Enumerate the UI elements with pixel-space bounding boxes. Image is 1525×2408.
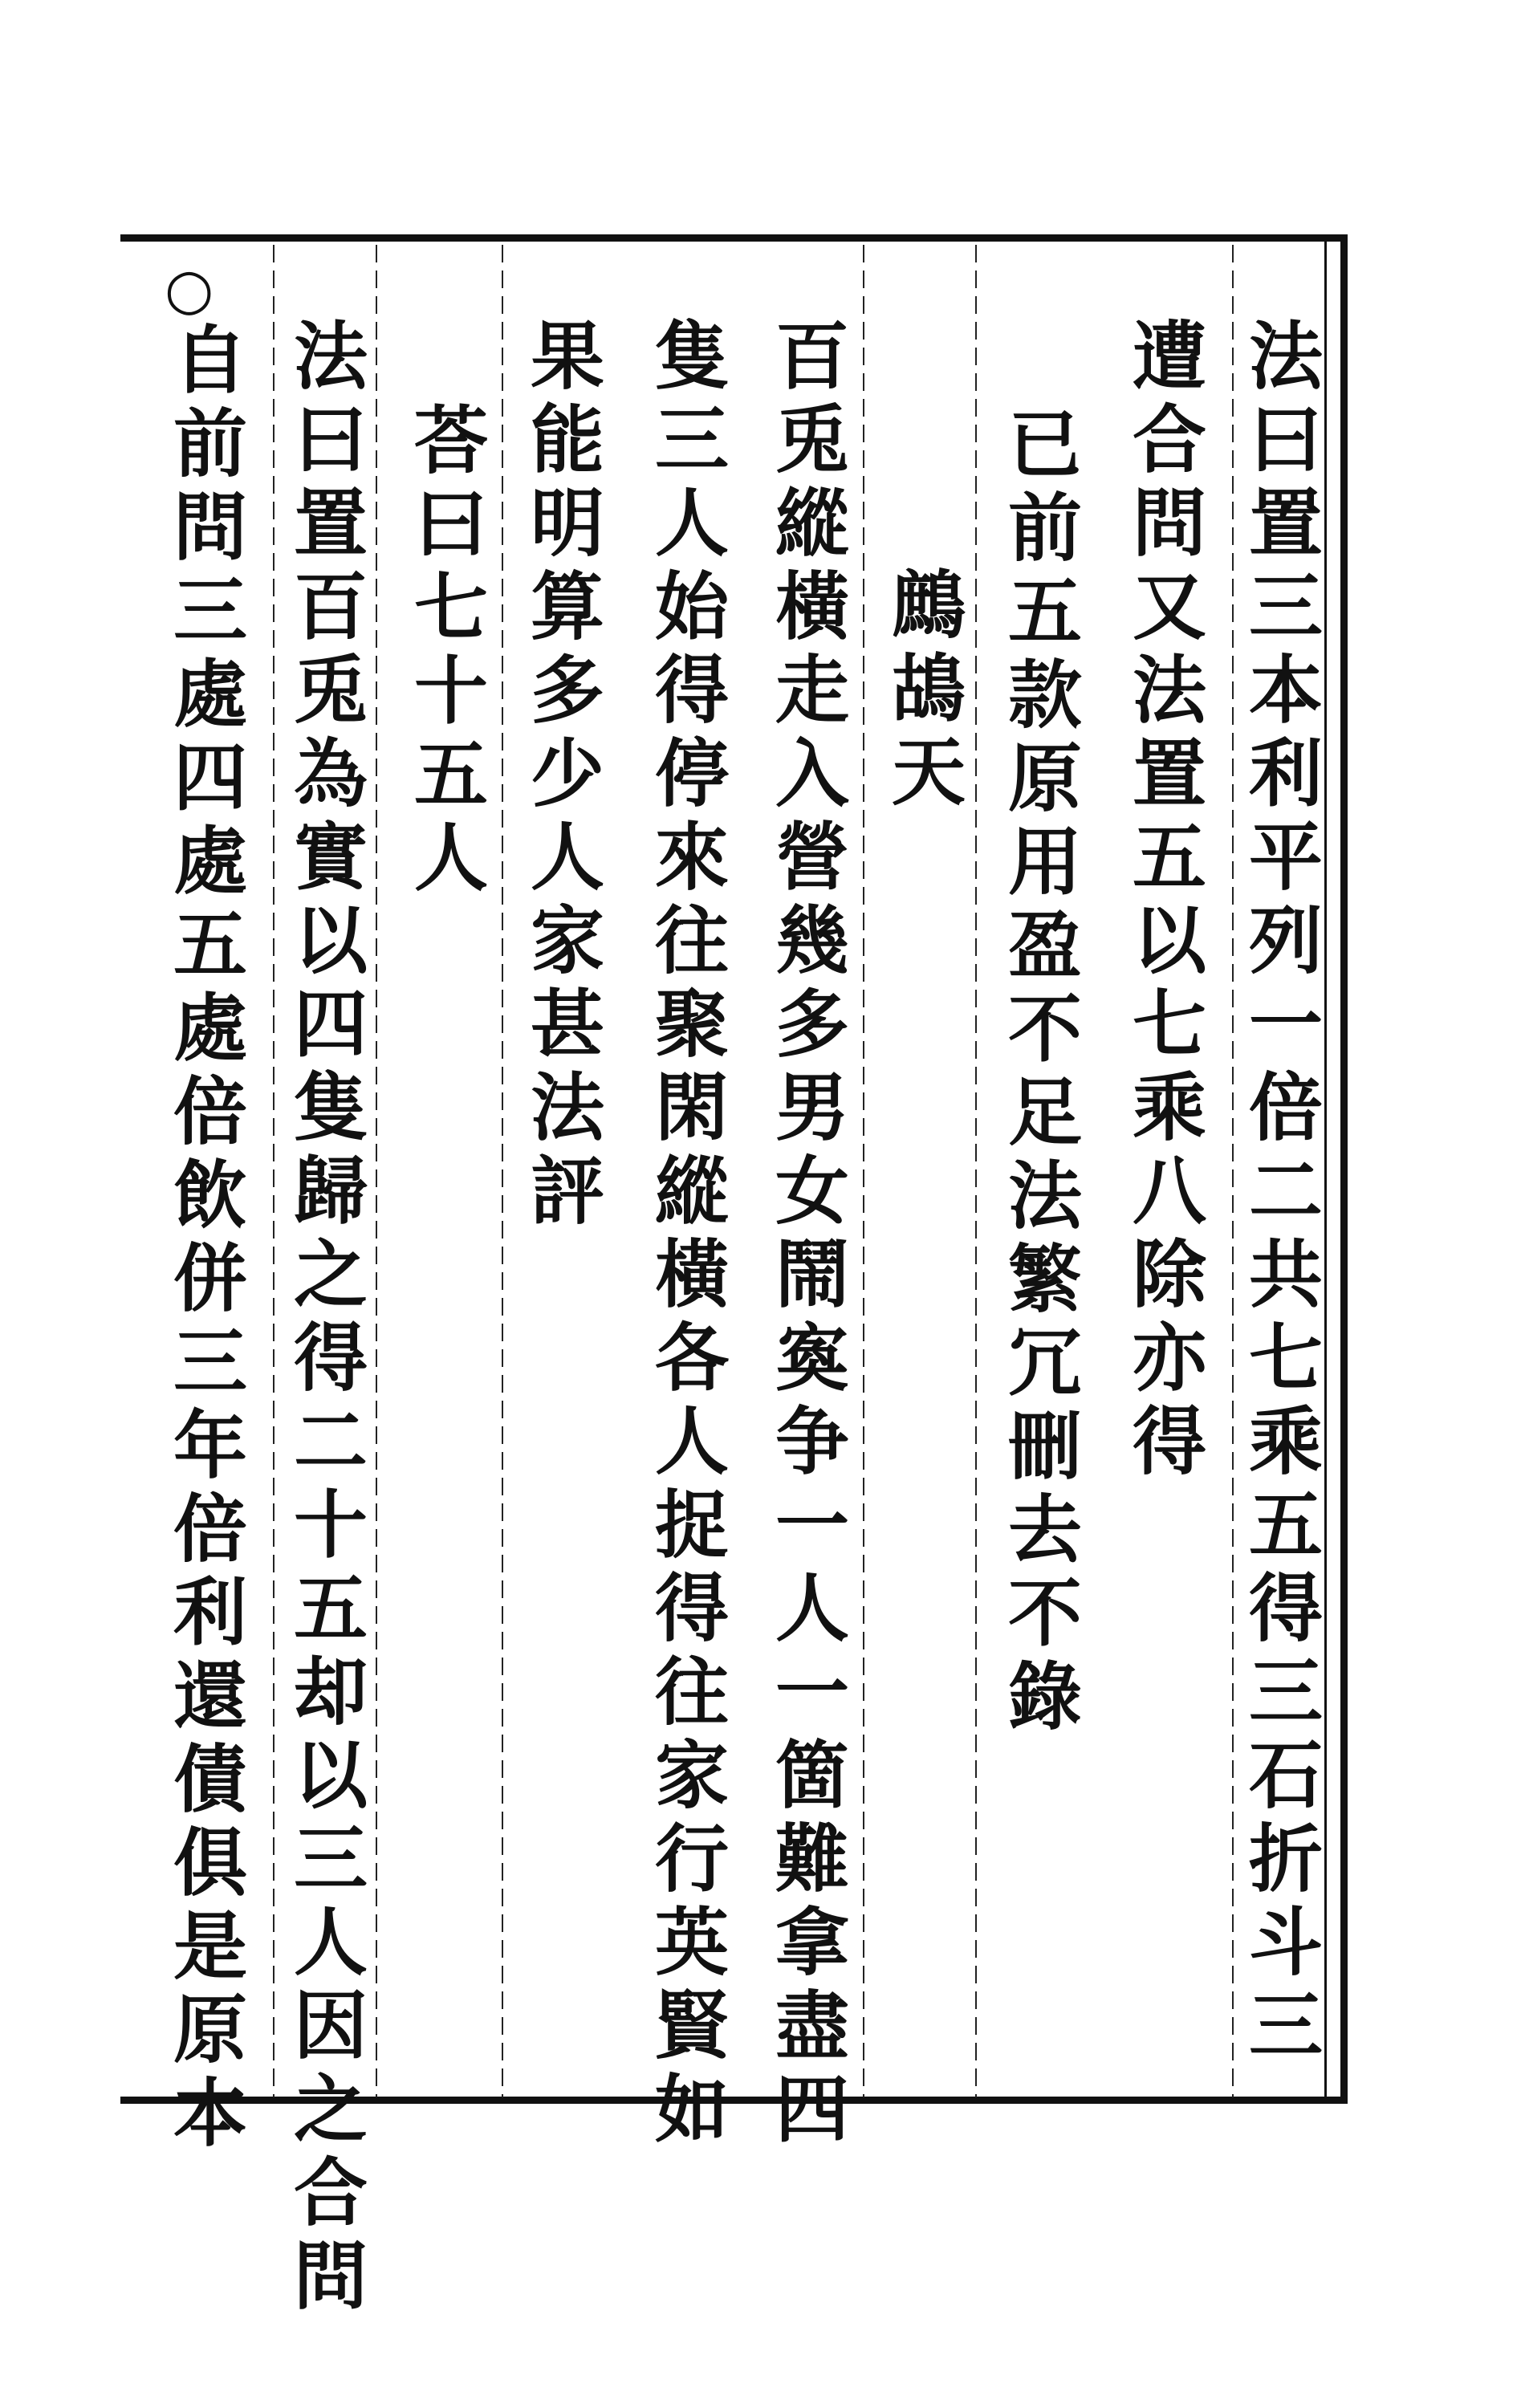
column-divider	[863, 245, 864, 2097]
text-column-9: 法曰置百兎為實以四隻歸之得二十五却以三人因之合問	[282, 317, 368, 2321]
text-column-7: 果能明算多少人家甚法評	[518, 317, 605, 1235]
circle-mark: ○	[165, 255, 214, 322]
right-border-rule	[1340, 234, 1348, 2104]
text-column-3: 已前五款原用盈不足法繁冗刪去不錄	[996, 405, 1083, 1741]
text-column-5: 百兎縱橫走入營幾多男女鬧寏争一人一箇難拿盡四	[763, 317, 850, 2154]
text-column-4-title: 鷓鴣天	[880, 566, 966, 816]
column-divider	[1232, 245, 1234, 2097]
top-border-rule	[120, 234, 1347, 242]
column-divider	[975, 245, 977, 2097]
text-column-6: 隻三人始得停來往聚閑縱橫各人捉得往家行英賢如	[643, 317, 730, 2154]
column-divider	[273, 245, 274, 2097]
column-divider	[502, 245, 503, 2097]
text-column-10: 自前問三處四處五處倍飲併三年倍利還債俱是原本	[161, 321, 248, 2158]
column-divider	[376, 245, 377, 2097]
text-column-1: 法曰置三本利平列一倍二共七乘五得三石折斗三	[1237, 317, 1324, 2070]
right-inner-rule	[1324, 241, 1327, 2099]
text-column-8: 荅曰七十五人	[402, 401, 489, 902]
text-column-2: 遭合問又法置五以七乘八除亦得	[1120, 317, 1207, 1486]
